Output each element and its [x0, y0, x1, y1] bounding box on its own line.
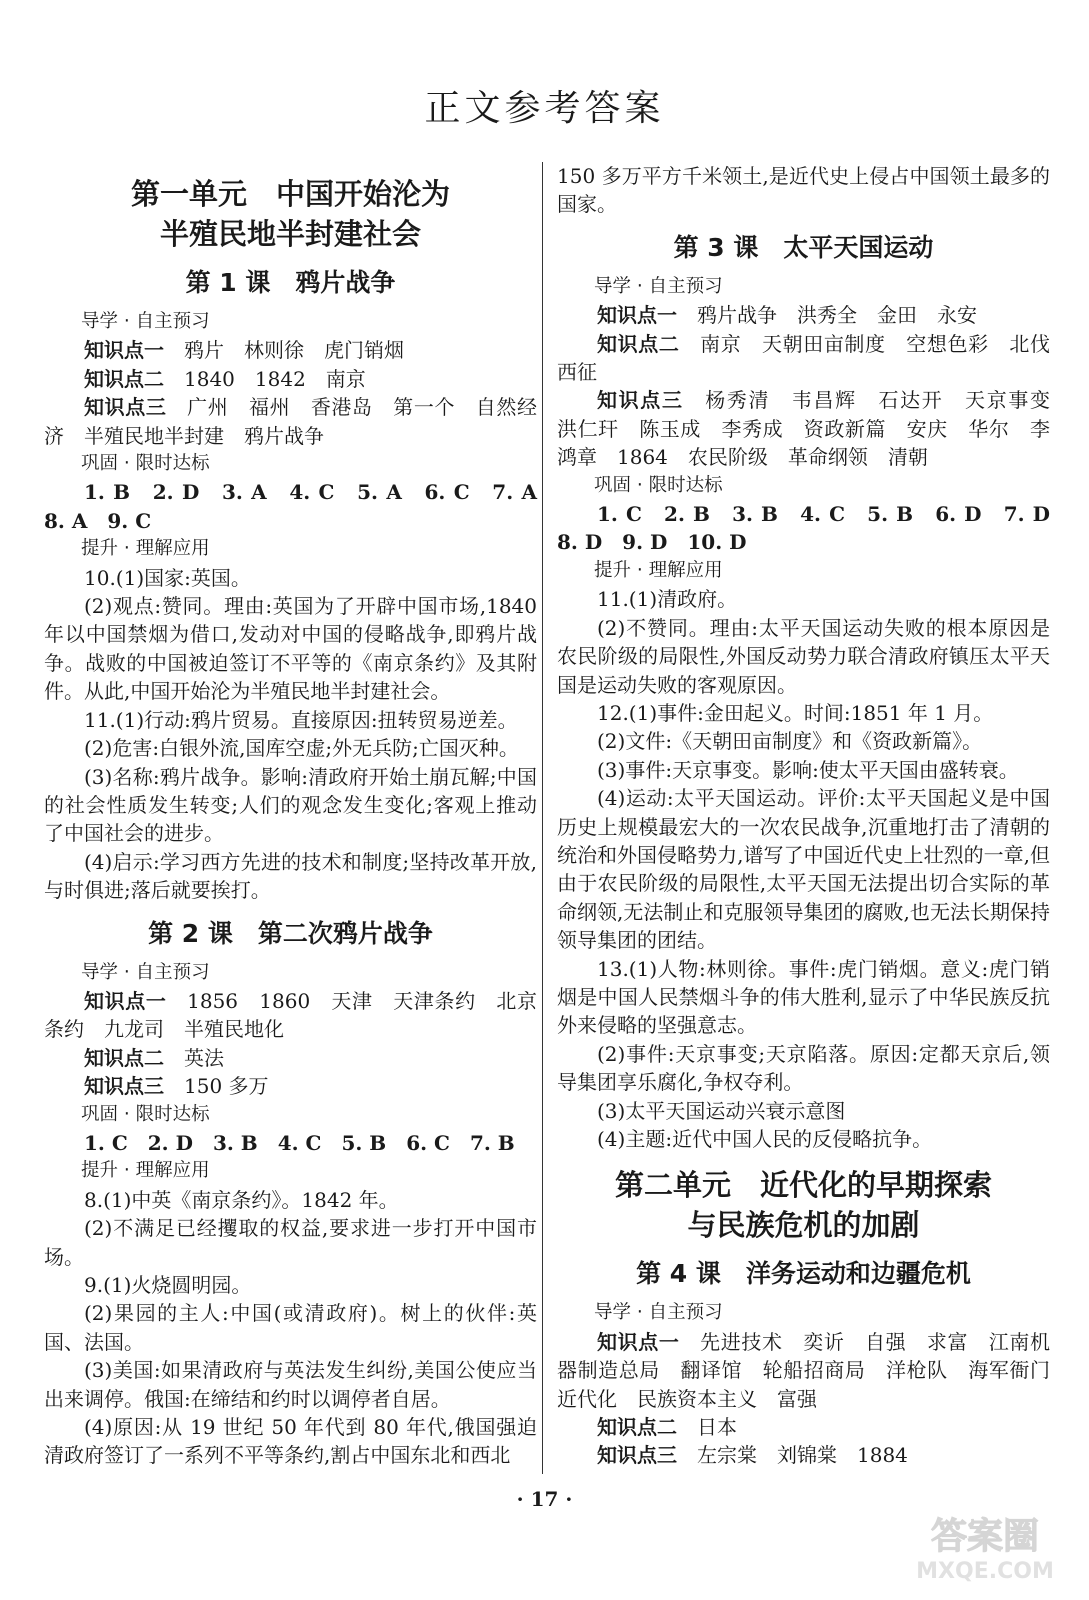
kp-label: 知识点一	[84, 988, 167, 1013]
column-divider	[542, 162, 543, 1474]
page-number: · 17 ·	[516, 1487, 573, 1511]
lesson-3-choices: 1. C 2. B 3. B 4. C 5. B 6. D 7. D 8. D 9. D 10. D	[557, 502, 1070, 555]
lesson-2-kp3	[44, 1072, 537, 1100]
lesson-2-improve-heading: 提升 · 理解应用	[81, 1160, 210, 1182]
lesson-3-preview-heading: 导学 · 自主预习	[594, 275, 723, 297]
lesson-1-improve-heading: 提升 · 理解应用	[81, 538, 210, 560]
kp-text: 1840 1842 南京	[164, 366, 366, 391]
kp-text: 150 多万	[164, 1074, 269, 1099]
page-title: 正文参考答案	[424, 88, 665, 129]
kp-label: 知识点一	[597, 1329, 680, 1354]
watermark-logo	[895, 1508, 1075, 1586]
lesson-2-title: 第 2 课 第二次鸦片战争	[148, 918, 433, 948]
lesson-3-kp3	[557, 386, 1071, 471]
lesson-2-consolidate-heading: 巩固 · 限时达标	[81, 1103, 210, 1125]
kp-text: 先进技术 奕䜣 自强 求富 江南机器制造总局 翻译馆 轮船招商局 洋枪队 海军衙门 近代化 民族资本主义 富强	[557, 1329, 1070, 1411]
lesson-3-q12-2: (2)文件:《天朝田亩制度》和《资政新篇》。	[597, 729, 983, 754]
lesson-1-consolidate-heading: 巩固 · 限时达标	[81, 453, 210, 475]
kp-label: 知识点一	[84, 338, 164, 363]
watermark-domain: MXQE.COM	[916, 1559, 1054, 1584]
lesson-1-title: 第 1 课 鸦片战争	[185, 268, 396, 297]
lesson-2-q8-2: (2)不满足已经攫取的权益,要求进一步打开中国市场。	[44, 1216, 537, 1269]
lesson-3-q11-2: (2)不赞同。理由:太平天国运动失败的根本原因是农民阶级的局限性,外国反动势力联合清政府镇压太平天国是运动失败的客观原因。	[557, 615, 1050, 697]
kp-label: 知识点二	[597, 331, 680, 356]
kp-label: 知识点三	[597, 388, 684, 413]
kp-text: 鸦片 林则徐 虎门销烟	[164, 338, 404, 363]
lesson-3-q12-1: 12.(1)事件:金田起义。时间:1851 年 1 月。	[597, 700, 994, 725]
kp-label: 知识点二	[84, 1045, 164, 1070]
lesson-2-choices: 1. C 2. D 3. B 4. C 5. B 6. C 7. B	[84, 1130, 515, 1155]
lesson-3-q11-1: 11.(1)清政府。	[597, 587, 738, 612]
kp-label: 知识点三	[84, 1074, 164, 1099]
continued-text: 150 多万平方千米领土,是近代史上侵占中国领土最多的国家。	[557, 164, 1050, 217]
lesson-3-improve-heading: 提升 · 理解应用	[594, 559, 723, 581]
kp-text: 英法	[164, 1045, 224, 1070]
lesson-1-q11-1: 11.(1)行动:鸦片贸易。直接原因:扭转贸易逆差。	[84, 707, 518, 732]
lesson-2-kp1	[44, 987, 537, 1044]
lesson-4-preview-heading: 导学 · 自主预习	[594, 1302, 723, 1324]
lesson-1-q10-2: (2)观点:赞同。理由:英国为了开辟中国市场,1840年以中国禁烟为借口,发动对中国的侵略战争,即鸦片战争。战败的中国被迫签订不平等的《南京条约》及其附件。从此,中国开始沦为半殖民地半封建社会。	[44, 594, 537, 704]
watermark-text: 答案圈	[930, 1516, 1040, 1557]
lesson-2-q8-1: 8.(1)中英《南京条约》。1842 年。	[84, 1187, 399, 1212]
lesson-1-choices: 1. B 2. D 3. A 4. C 5. A 6. C 7. A 8. A 9. C	[44, 480, 557, 533]
lesson-2-preview-heading: 导学 · 自主预习	[81, 961, 210, 983]
kp-label: 知识点三	[597, 1443, 677, 1468]
kp-text: 日本	[677, 1415, 737, 1440]
kp-label: 知识点二	[84, 366, 164, 391]
lesson-3-kp2	[557, 330, 1071, 387]
unit-1-title-line1: 第一单元 中国开始沦为	[130, 177, 450, 211]
lesson-2-q9-4: (4)原因:从 19 世纪 50 年代到 80 年代,俄国强迫清政府签订了一系列不平等条约,割占中国东北和西北	[44, 1415, 537, 1468]
lesson-4-kp3	[557, 1441, 1050, 1469]
unit-1-title-line2: 半殖民地半封建社会	[159, 217, 421, 251]
kp-text: 杨秀清 韦昌辉 石达开 天京事变 洪仁玕 陈玉成 李秀成 资政新篇 安庆 华尔 李鸿章 1864 农民阶级 革命纲领 清朝	[557, 388, 1071, 470]
lesson-3-q12-3: (3)事件:天京事变。影响:使太平天国由盛转衰。	[597, 757, 1019, 782]
unit-1-title	[44, 174, 537, 254]
lesson-1-q11-2: (2)危害:白银外流,国库空虚;外无兵防;亡国灭种。	[84, 736, 519, 761]
lesson-4-kp1	[557, 1328, 1070, 1413]
lesson-2-q9-3: (3)美国:如果清政府与英法发生纠纷,美国公使应当出来调停。俄国:在缔结和约时以调停者自居。	[44, 1358, 537, 1411]
lesson-2-kp2	[44, 1044, 537, 1072]
unit-2-title-line1: 第二单元 近代化的早期探索	[614, 1168, 992, 1203]
lesson-1-kp3	[44, 393, 537, 450]
unit-2-title	[557, 1165, 1050, 1245]
lesson-2-q9-1: 9.(1)火烧圆明园。	[84, 1273, 252, 1297]
lesson-3-title: 第 3 课 太平天国运动	[673, 232, 934, 262]
lesson-2-q9-2: (2)果园的主人:中国(或清政府)。树上的伙伴:英国、法国。	[44, 1301, 537, 1354]
lesson-3-q12-4: (4)运动:太平天国运动。评价:太平天国起义是中国历史上规模最宏大的一次农民战争,沉重地打击了清朝的统治和外国侵略势力,谱写了中国近代史上壮烈的一章,但由于农民阶级的局限性,太平天国无法提出切合实际的革命纲领,无法制止和克服领导集团的腐败,也无法长期保持领导集团的团结。	[557, 786, 1050, 953]
lesson-1-q11-3: (3)名称:鸦片战争。影响:清政府开始土崩瓦解;中国的社会性质发生转变;人们的观念发生变化;客观上推动了中国社会的进步。	[44, 764, 537, 846]
left-column	[44, 162, 557, 1470]
kp-label: 知识点二	[597, 1415, 677, 1440]
lesson-4-title: 第 4 课 洋务运动和边疆危机	[636, 1259, 971, 1289]
kp-label: 知识点一	[597, 303, 677, 328]
lesson-3-consolidate-heading: 巩固 · 限时达标	[594, 474, 723, 496]
lesson-3-q13-1: 13.(1)人物:林则徐。事件:虎门销烟。意义:虎门销烟是中国人民禁烟斗争的伟大胜利,显示了中华民族反抗外来侵略的坚强意志。	[557, 956, 1050, 1038]
kp-text: 鸦片战争 洪秀全 金田 永安	[677, 303, 977, 328]
unit-2-title-line2: 与民族危机的加剧	[687, 1208, 920, 1243]
lesson-1-q11-4: (4)启示:学习西方先进的技术和制度;坚持改革开放,与时俱进;落后就要挨打。	[44, 849, 537, 903]
lesson-1-preview-heading: 导学 · 自主预习	[81, 311, 210, 332]
kp-text: 南京 天朝田亩制度 空想色彩 北伐 西征	[557, 331, 1071, 385]
lesson-1-kp1	[44, 336, 537, 364]
kp-label: 知识点三	[84, 395, 167, 420]
lesson-3-q13-4: (4)主题:近代中国人民的反侵略抗争。	[597, 1127, 933, 1151]
kp-text: 广州 福州 香港岛 第一个 自然经济 半殖民地半封建 鸦片战争	[44, 395, 538, 448]
lesson-3-kp1	[557, 301, 1050, 329]
lesson-3-q13-2: (2)事件:天京事变;天京陷落。原因:定都天京后,领导集团享乐腐化,争权夺利。	[557, 1041, 1050, 1095]
lesson-1-q10-1: 10.(1)国家:英国。	[84, 565, 251, 590]
right-column	[557, 162, 1071, 1470]
kp-text: 1856 1860 天津 天津条约 北京条约 九龙司 半殖民地化	[44, 988, 538, 1042]
lesson-3-q13-3: (3)太平天国运动兴衰示意图	[597, 1098, 846, 1123]
lesson-1-kp2	[44, 365, 537, 393]
kp-text: 左宗棠 刘锦棠 1884	[677, 1443, 908, 1468]
lesson-4-kp2	[557, 1413, 1050, 1441]
